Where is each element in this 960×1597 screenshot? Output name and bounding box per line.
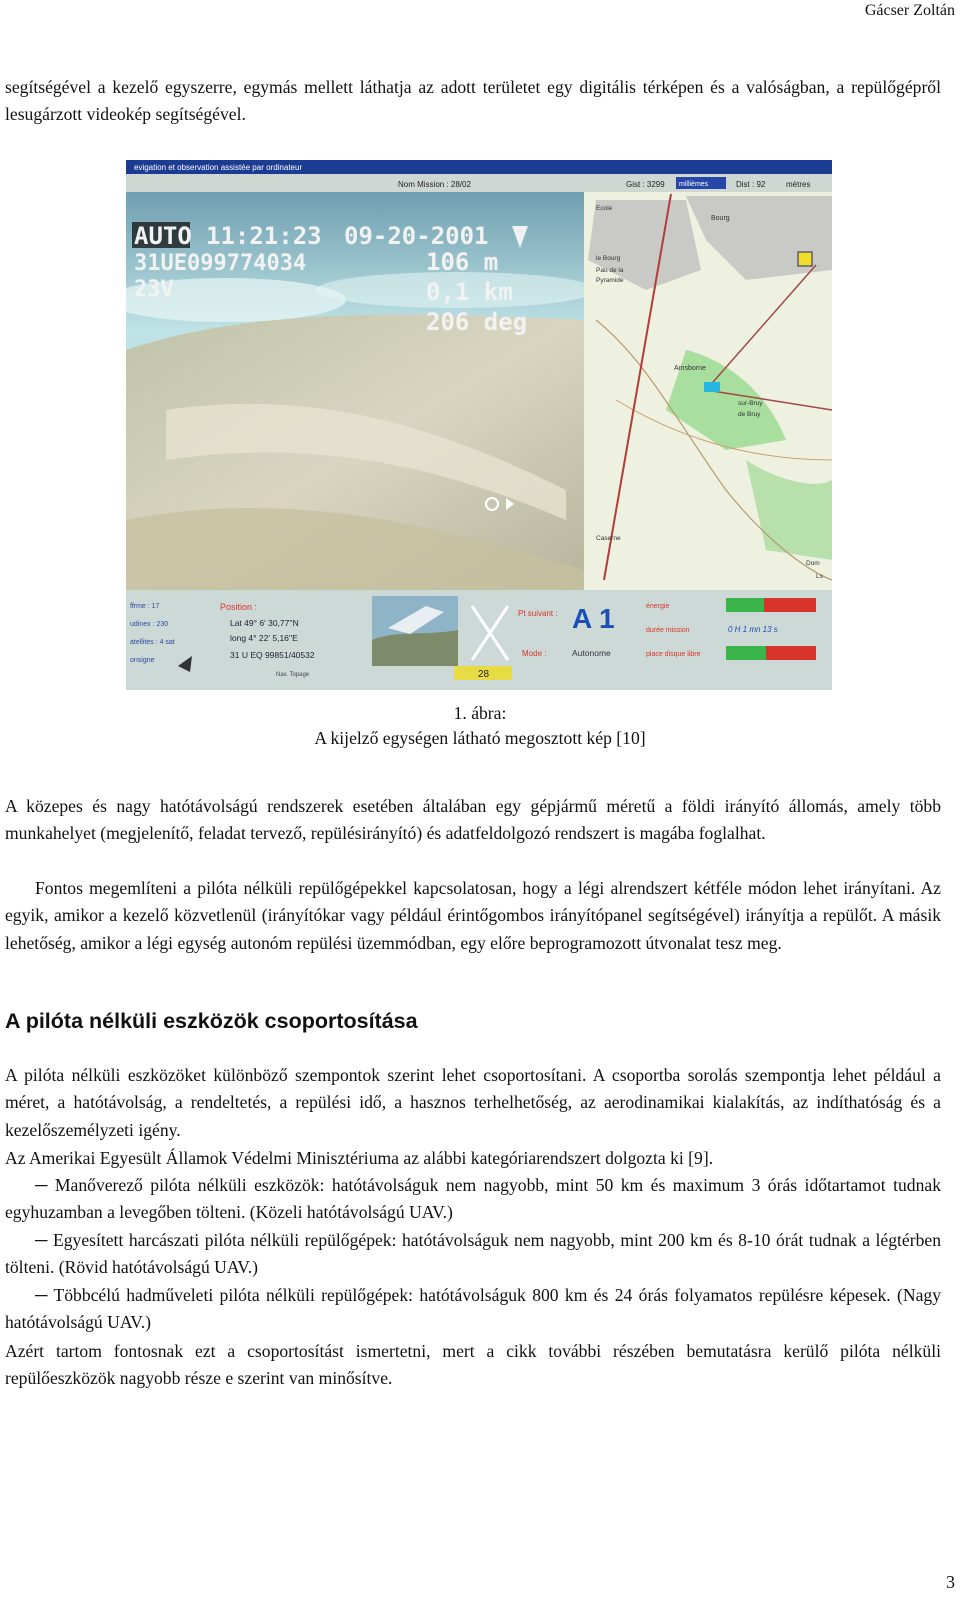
intro-paragraph: segítségével a kezelő egyszerre, egymás mellett láthatja az adott területet egy digitális térképen és a valóságban, a repülőgépről lesugárzott videokép segítségével. xyxy=(5,77,941,125)
list-item: ─ Többcélú hadműveleti pilóta nélküli repülőgépek: hatótávolságuk 800 km és 24 órás folyamatos repülésre képesek. (Nagy hatótávolságú UAV.) xyxy=(5,1285,941,1333)
map-label: Ls xyxy=(816,573,823,580)
body-paragraph-2: Fontos megemlíteni a pilóta nélküli repülőgépekkel kapcsolatosan, hogy a légi alrendszert kétféle módon lehet irányítani. Az egyik, amikor a kezelő közvetlenül (irányítókar vagy például érintőgombos irányítópanel segítségével) irányítja a repülőt. A másik lehetőség, amikor a légi egység autonóm repülési üzemmódban, egy előre beprogramozott útvonalat tesz meg. xyxy=(5,878,941,953)
list-item: ─ Egyesített harcászati pilóta nélküli repülőgépek: hatótávolságuk nem nagyobb, mint 200 km és 8-10 órát tudnak a légtérben tölteni. (Rövid hatótávolságú UAV.) xyxy=(5,1230,941,1278)
energy-label: énergie xyxy=(646,603,670,610)
map-label: Bourg xyxy=(711,215,730,222)
section-paragraph-3: Azért tartom fontosnak ezt a csoportosítást ismertetni, mert a cikk további részében bemutatásra kerülő pilóta nélküli repülőeszközök nagyobb része e szerint van minősítve. xyxy=(5,1341,941,1389)
dist-label: Dist : 92 xyxy=(736,180,766,189)
left-stat: atellites : 4 sat xyxy=(130,639,175,646)
gist-label: Gist : 3299 xyxy=(626,180,665,189)
figure-caption-text: A kijelző egységen látható megosztott kép [10] xyxy=(314,728,646,748)
unit-select-value: millièmes xyxy=(679,181,709,188)
osd-voltage: 23V xyxy=(134,277,174,302)
osd-altitude: 106 m xyxy=(426,248,499,276)
mode-value: Autonome xyxy=(572,648,611,658)
section-paragraph-2: Az Amerikai Egyesült Államok Védelmi Minisztériuma az alábbi kategóriarendszert dolgozta ki [9]. xyxy=(5,1148,714,1168)
next-point-value: A 1 xyxy=(572,603,615,634)
left-stat: ffrme : 17 xyxy=(130,603,160,610)
map-label: Pau de la xyxy=(596,267,624,274)
page-number: 3 xyxy=(946,1572,955,1592)
osd-date: 09-20-2001 xyxy=(344,222,489,250)
body-paragraph-1: A közepes és nagy hatótávolságú rendszerek esetében általában egy gépjármű méretű a földi irányító állomás, amely több munkahelyet (megjelenítő, feladat tervező, repülésirányító) és adatfeldolgozó rendszert is magába foglalhat. xyxy=(5,796,941,844)
figure-ground-station-screen xyxy=(126,160,832,690)
mission-time-value: 0 H 1 mn 13 s xyxy=(728,625,778,634)
window-title: evigation et observation assistée par ordinateur xyxy=(134,163,303,172)
view-label: Nav. Topage xyxy=(276,672,310,678)
osd-distance: 0,1 km xyxy=(426,278,513,306)
map-label: sur-Bruy xyxy=(738,400,763,407)
instrument-panel xyxy=(126,590,832,690)
aircraft-position-icon xyxy=(704,382,720,392)
osd-mode: AUTO xyxy=(134,222,192,250)
video-feed xyxy=(126,192,596,590)
position-lat: Lat 49° 6' 30,77''N xyxy=(230,618,299,628)
mission-time-label: durée mission xyxy=(646,627,690,634)
section-paragraph-1: A pilóta nélküli eszközöket különböző szempontok szerint lehet csoportosítani. A csoportba sorolás szempontja lehet például a méret, a hatótávolság, a rendeltetés, a repülési idő, a hasznos terhelhetőség, az aerodinamikai kialakítás, az indíthatóság és a kezelőszemélyzeti igény. xyxy=(5,1065,941,1140)
position-utm: 31 U EQ 99851/40532 xyxy=(230,650,315,660)
mission-bar xyxy=(126,174,832,192)
map-label: Ecole xyxy=(596,205,613,212)
disk-bar-fill xyxy=(726,646,766,660)
position-title: Position : xyxy=(220,602,258,612)
energy-bar-fill xyxy=(726,598,764,612)
mission-label: Nom Mission : 28/02 xyxy=(398,180,471,189)
left-stat: udinex : 230 xyxy=(130,621,169,628)
osd-time: 11:21:23 xyxy=(206,222,322,250)
figure-caption-number: 1. ábra: xyxy=(453,703,507,723)
mode-label: Mode : xyxy=(522,649,547,658)
header-author: Gácser Zoltán xyxy=(864,2,955,19)
list-item: ─ Manőverező pilóta nélküli eszközök: hatótávolságuk nem nagyobb, mint 50 km és maximum 3 órás időtartamot tudnak egyhuzamban a levegőben tölteni. (Közeli hatótávolságú UAV.) xyxy=(5,1175,941,1223)
dist-unit: mètres xyxy=(786,180,811,189)
map-label: Amsborne xyxy=(674,365,706,372)
map-label: Dom xyxy=(806,560,820,567)
disk-label: place disque libre xyxy=(646,651,701,658)
osd-grid: 31UE099774034 xyxy=(134,251,307,276)
position-long: long 4° 22' 5,16''E xyxy=(230,633,298,643)
map-label: le Bourg xyxy=(596,255,621,262)
counter-value: 28 xyxy=(478,669,490,680)
section-heading: A pilóta nélküli eszközök csoportosítása xyxy=(5,1009,418,1033)
left-stat: onsigne xyxy=(130,657,155,664)
map-label: Caserne xyxy=(596,535,621,542)
map-panel xyxy=(584,192,832,590)
map-label: Pyramide xyxy=(596,277,624,284)
ground-station-screenshot xyxy=(126,160,832,690)
osd-heading: 206 deg xyxy=(426,308,528,336)
next-point-label: Pt suivant : xyxy=(518,609,558,618)
map-label: de Bruy xyxy=(738,411,761,418)
waypoint-marker-icon xyxy=(798,252,812,266)
